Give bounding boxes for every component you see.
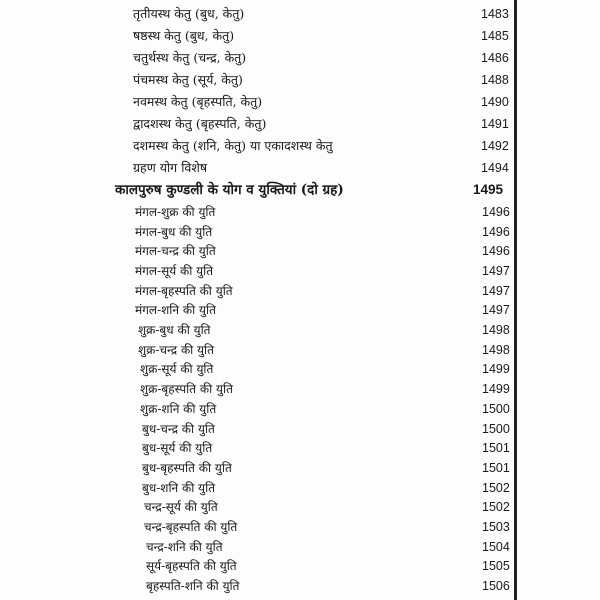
toc-entry-page: 1483 — [481, 7, 509, 21]
toc-entry-title: षष्ठस्थ केतु (बुध, केतु) — [133, 28, 235, 43]
toc-entry-page: 1497 — [482, 284, 510, 298]
toc-entry-title: मंगल-शुक्र की युति — [135, 205, 216, 219]
toc-entry-title: द्वादशस्थ केतु (बृहस्पति, केतु) — [133, 116, 267, 131]
toc-entry-title: सूर्य-बृहस्पति की युति — [146, 559, 237, 573]
toc-entry-title: दशमस्थ केतु (शनि, केतु) या एकादशस्थ केतु — [133, 138, 333, 153]
toc-entry-page: 1505 — [482, 559, 510, 573]
toc-entry-title: बृहस्पति-शनि की युति — [146, 579, 240, 593]
toc-entry-page: 1502 — [482, 481, 510, 495]
toc-entry-title: बुध-बृहस्पति की युति — [142, 461, 232, 475]
toc-entry-page: 1501 — [482, 441, 510, 455]
toc-entry-page: 1498 — [482, 323, 510, 337]
toc-entry-title: शुक्र-शनि की युति — [140, 402, 217, 416]
toc-entry-page: 1500 — [482, 402, 510, 416]
toc-entry-title: शुक्र-चन्द्र की युति — [138, 343, 214, 357]
toc-entry-title: तृतीयस्थ केतु (बुध, केतु) — [133, 6, 245, 21]
toc-entry-title: शुक्र-बृहस्पति की युति — [140, 382, 233, 396]
toc-entry-title: ग्रहण योग विशेष — [133, 160, 208, 175]
toc-entry-page: 1498 — [482, 343, 510, 357]
toc-entry-title: नवमस्थ केतु (बृहस्पति, केतु) — [133, 94, 263, 109]
toc-entry-title: मंगल-शनि की युति — [135, 303, 216, 317]
section-title: कालपुरुष कुण्डली के योग व युक्तियां (दो ग्रह) — [115, 182, 344, 198]
toc-entry-page: 1496 — [482, 225, 510, 239]
toc-entry-page: 1503 — [482, 520, 510, 534]
toc-entry-page: 1500 — [482, 422, 510, 436]
toc-entry-page: 1506 — [482, 579, 510, 593]
toc-entry-title: चतुर्थस्थ केतु (चन्द्र, केतु) — [133, 50, 247, 65]
toc-entry-page: 1502 — [482, 500, 510, 514]
toc-entry-page: 1504 — [482, 540, 510, 554]
toc-entry-page: 1496 — [482, 205, 510, 219]
toc-entry-title: पंचमस्थ केतु (सूर्य, केतु) — [133, 72, 243, 87]
toc-entry-title: चन्द्र-बृहस्पति की युति — [144, 520, 238, 534]
toc-entry-title: शुक्र-बुध की युति — [138, 323, 211, 337]
toc-entry-page: 1492 — [481, 139, 509, 153]
toc-entry-title: मंगल-चन्द्र की युति — [135, 244, 216, 258]
toc-entry-page: 1499 — [482, 382, 510, 396]
toc-entry-title: चन्द्र-शनि की युति — [146, 540, 223, 554]
toc-entry-title: बुध-सूर्य की युति — [142, 441, 213, 455]
toc-entry-title: बुध-शनि की युति — [142, 481, 216, 495]
toc-entry-page: 1501 — [482, 461, 510, 475]
toc-entry-page: 1497 — [482, 303, 510, 317]
toc-entry-page: 1490 — [481, 95, 509, 109]
toc-entry-page: 1491 — [481, 117, 509, 131]
toc-entry-title: मंगल-बुध की युति — [135, 225, 213, 239]
toc-entry-page: 1497 — [482, 264, 510, 278]
toc-entry-page: 1499 — [482, 362, 510, 376]
toc-entry-page: 1496 — [482, 244, 510, 258]
section-page: 1495 — [473, 182, 504, 197]
toc-entry-page: 1494 — [481, 161, 509, 175]
toc-entry-page: 1486 — [481, 51, 509, 65]
toc-entry-title: मंगल-बृहस्पति की युति — [135, 284, 233, 298]
toc-entry-title: बुध-चन्द्र की युति — [142, 422, 215, 436]
toc-entry-title: शुक्र-सूर्य की युति — [140, 362, 214, 376]
toc-entry-page: 1488 — [481, 73, 509, 87]
toc-entry-title: मंगल-सूर्य की युति — [135, 264, 214, 278]
toc-entry-page: 1485 — [481, 29, 509, 43]
toc-entry-title: चन्द्र-सूर्य की युति — [144, 500, 218, 514]
